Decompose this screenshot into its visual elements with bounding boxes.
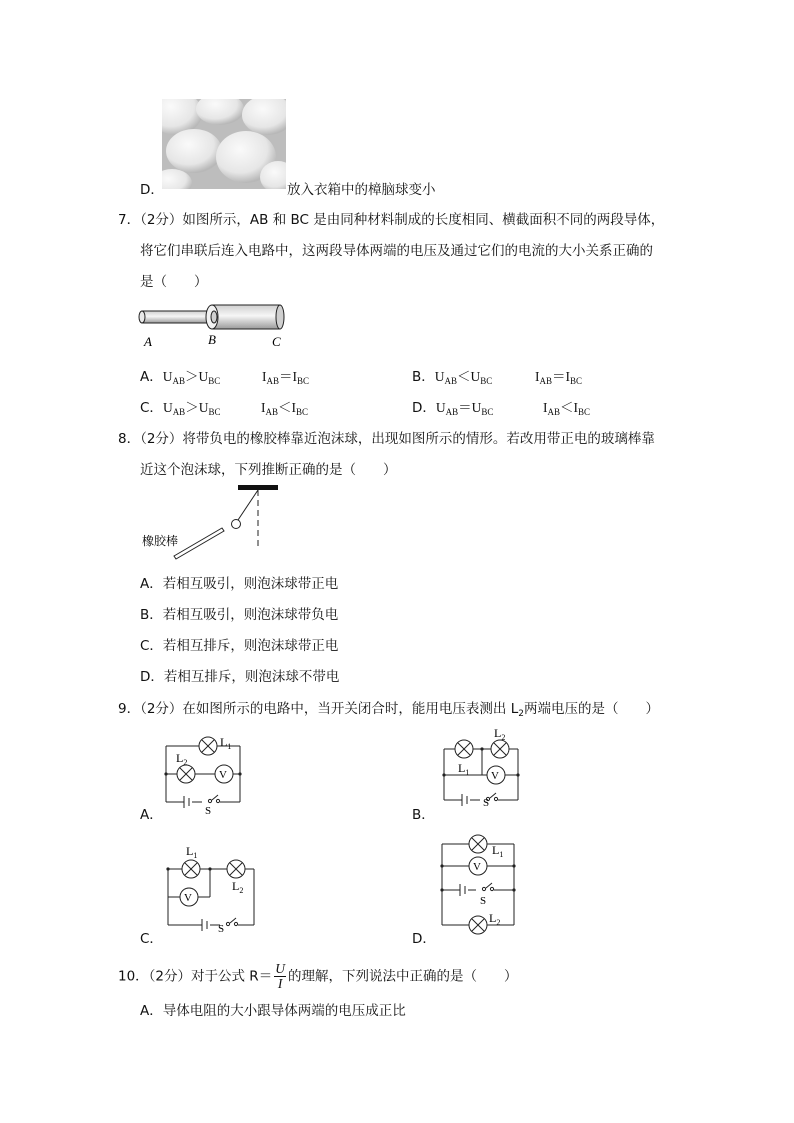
q8-stem-line2: 近这个泡沫球，下列推断正确的是（ ） [140, 462, 397, 478]
q10-option-a: A．导体电阻的大小跟导体两端的电压成正比 [140, 1003, 406, 1019]
q7-option-a: A．$U_{AB}>U_{BC}$ [140, 369, 221, 386]
svg-text:S: S [205, 805, 212, 814]
svg-text:L1: $L_1$ [220, 735, 232, 751]
q7-stem-line1: 7．（2分）如图所示，AB 和 BC 是由同种材料制成的长度相同、横截面积不同的两段导体， [118, 212, 665, 228]
q7-option-c-current: $I_{AB}<I_{BC}$ [261, 400, 309, 417]
q7-label-a: A [144, 334, 152, 349]
q6-option-d-text: 放入衣箱中的樟脑球变小 [287, 182, 436, 198]
q9-option-d-label: D． [412, 931, 436, 947]
svg-text:L2: $L_2$ [176, 751, 188, 767]
svg-text:S: S [218, 923, 225, 933]
q7-option-b-current: $I_{AB}=I_{BC}$ [535, 369, 583, 386]
q7-stem-line3: 是（ ） [140, 274, 208, 290]
svg-text:L1: $L_1$ [492, 843, 504, 859]
q9-option-c-label: C． [140, 931, 163, 947]
svg-text:V: V [491, 770, 499, 782]
support-bar [238, 485, 278, 490]
circuit-a [158, 734, 248, 814]
q8-foam-ball-figure [136, 482, 296, 562]
rubber-rod-label: 橡胶棒 [142, 534, 179, 548]
svg-text:V: V [219, 769, 227, 781]
q7-option-d: D．$U_{AB}=U_{BC}$ [412, 400, 494, 417]
q10-stem: 10．（2分）对于公式 R＝ $\frac{U}{I}$ 的理解，下列说法中正确的是（ ） [118, 961, 518, 991]
q7-option-a-current: $I_{AB}=I_{BC}$ [262, 369, 310, 386]
q8-option-b: B．若相互吸引，则泡沫球带负电 [140, 607, 339, 623]
svg-text:L2: $L_2$ [489, 911, 501, 927]
svg-text:V: V [473, 861, 481, 873]
svg-text:L2: $L_2$ [494, 726, 506, 742]
q7-option-b: B．$U_{AB}<U_{BC}$ [412, 369, 493, 386]
circuit-c [158, 843, 262, 933]
q8-option-c: C．若相互排斥，则泡沫球带正电 [140, 638, 339, 654]
rubber-rod [174, 528, 224, 559]
q7-label-b: B [208, 332, 216, 347]
q8-option-d: D．若相互排斥，则泡沫球不带电 [140, 669, 340, 685]
q7-option-c: C．$U_{AB}>U_{BC}$ [140, 400, 221, 417]
formula-fraction: $\frac{U}{I}$ [275, 961, 285, 991]
thread [238, 490, 258, 520]
circuit-d [436, 830, 526, 940]
q7-stem-line2: 将它们串联后连入电路中，这两段导体两端的电压及通过它们的电流的大小关系正确的 [140, 243, 653, 259]
circuit-b [436, 726, 526, 806]
q7-label-c: C [272, 334, 281, 349]
q8-option-a: A．若相互吸引，则泡沫球带正电 [140, 576, 339, 592]
q7-conductor-figure [136, 300, 296, 352]
svg-text:L1: $L_1$ [458, 761, 470, 777]
svg-text:L1: $L_1$ [186, 844, 198, 860]
foam-ball [232, 520, 241, 529]
q9-option-a-label: A． [140, 807, 163, 823]
q9-stem: 9．（2分）在如图所示的电路中，当开关闭合时，能用电压表测出 $L_2$两端电压的是（ ） [118, 701, 659, 719]
q6-option-d-label: D． [140, 182, 164, 198]
svg-text:V: V [184, 892, 192, 904]
q9-option-b-label: B． [412, 807, 435, 823]
svg-text:S: S [483, 797, 490, 806]
q7-option-d-current: $I_{AB}<I_{BC}$ [543, 400, 591, 417]
svg-text:S: S [480, 895, 487, 907]
thick-conductor-bc [212, 305, 280, 329]
q8-stem-line1: 8．（2分）将带负电的橡胶棒靠近泡沫球，出现如图所示的情形。若改用带正电的玻璃棒靠 [118, 431, 655, 447]
svg-text:L2: $L_2$ [232, 879, 244, 895]
camphor-balls-photo [162, 99, 286, 189]
